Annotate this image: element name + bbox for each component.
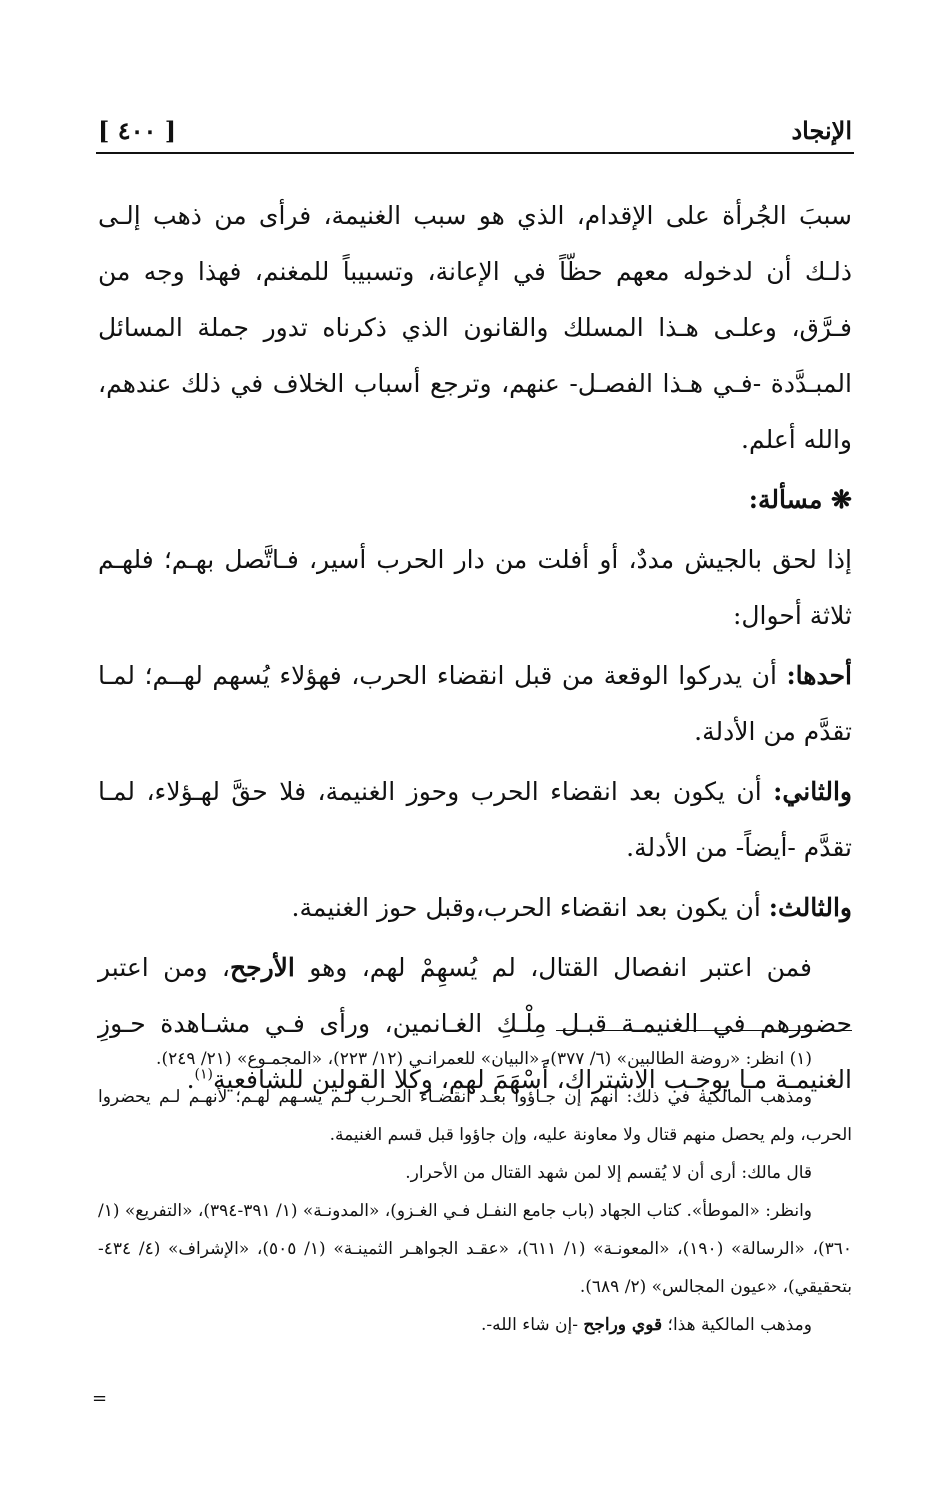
paragraph-5 — [98, 880, 852, 936]
header-rule — [96, 152, 854, 154]
footnote-maliki-view: ومذهب المالكية في ذلك: أنهم إن جـاؤوا بعـد انقضـاء الحـرب لـم يسـهم لهـم؛ لأنهـم لـم يحضروا الحرب، ولم يحصل منهم قتال ولا معاونة عليه، وإن جاؤوا قبل قسم الغنيمة. — [98, 1087, 852, 1145]
footnotes — [98, 1040, 852, 1344]
continuation-mark: = — [92, 1388, 108, 1409]
footnote-malik-quote: قال مالك: أرى أن لا يُقسم إلا لمن شهد القتال من الأحرار. — [405, 1163, 812, 1183]
paragraph-4 — [98, 764, 852, 876]
paragraph-2: إذا لحق بالجيش مددٌ، أو أفلت من دار الحرب أسير، فـاتَّصل بهـم؛ فلهـم ثلاثة أحوال: — [98, 545, 852, 630]
footnote-conclusion-a: ومذهب المالكية هذا؛ — [662, 1315, 812, 1335]
paragraph-4-lead: والثاني: — [773, 777, 852, 806]
paragraph-5-lead: والثالث: — [768, 893, 852, 922]
page-number: [ ٤٠٠ ] — [98, 115, 177, 145]
paragraph-1: سببَ الجُرأة على الإقدام، الذي هو سبب الغنيمة، فرأى من ذهب إلـى ذلـك أن لدخوله معهم حظّاً في الإعانة، وتسبيباً للمغنم، فهذا وجه من فـرَّق، وعلـى هـذا المسلك والقانون الذي ذكرناه تدور جملة المسائل المبـدَّدة -فـي هـذا الفصـل- عنهم، وترجع أسباب الخلاف في ذلك عندهم، والله أعلم. — [98, 201, 852, 454]
running-title: الإنجاد — [791, 115, 852, 145]
paragraph-3 — [98, 648, 852, 760]
footnote-conclusion-bold: قوي وراجح — [583, 1315, 663, 1335]
main-text — [98, 188, 852, 1108]
footnote-conclusion — [98, 1306, 852, 1344]
paragraph-4-text: أن يكون بعد انقضاء الحرب وحوز الغنيمة، فلا حقَّ لهـؤلاء، لمـا تقدَّم -أيضاً- من الأدلة. — [98, 777, 852, 862]
paragraph-3-text: أن يدركوا الوقعة من قبل انقضاء الحرب، فهؤلاء يُسهم لهــم؛ لمـا تقدَّم من الأدلة. — [98, 661, 852, 746]
paragraph-6-bold: الأرجح — [229, 953, 295, 982]
paragraph-6-b: ، ومن اعتبر حضورهم في الغنيمـة قبـل مِلْـكِ الغـانمين، ورأى فـي مشـاهدة حـوزِ الغنيمـة مـا يوجـب الاشتراك، أَسْهَمَ لهم، وكلا القولين للشافعية — [98, 953, 852, 1094]
footnote-conclusion-b: -إن شاء الله-. — [481, 1315, 584, 1335]
page-header — [98, 108, 852, 152]
paragraph-3-lead: أحدها: — [786, 661, 852, 690]
paragraph-6-a: فمن اعتبر انفصال القتال، لم يُسهِمْ لهم، وهو — [294, 953, 812, 982]
paragraph-5-text: أن يكون بعد انقضاء الحرب،وقبل حوز الغنيمة. — [291, 893, 769, 922]
paragraph-6-end: . — [186, 1065, 195, 1094]
footnote-reference[interactable]: (١) — [194, 1066, 213, 1083]
footnote-references: وانظر: «الموطأ». كتاب الجهاد (باب جامع النفـل فـي الغـزو)، «المدونـة» (١/ ٣٩١-٣٩٤)، «التفريع» (١/ ٣٦٠)، «الرسالة» (١٩٠)، «المعونـة» (١/ ٦١١)، «عقـد الجواهـر الثمينـة» (١/ ٥٠٥)، «الإشراف» (٤/ ٤٣٤- بتحقيقي)، «عيون المجالس» (٢/ ٦٨٩). — [98, 1201, 853, 1297]
footnote-1: (١) انظر: «روضة الطالبين» (٦/ ٣٧٧)، «البيان» للعمرانـي (١٢/ ٢٢٣)، «المجمـوع» (٢١/ ٢٤٩). — [156, 1049, 812, 1069]
section-heading: ❋ مسألة: — [748, 485, 852, 514]
footnote-rule — [556, 1030, 852, 1031]
